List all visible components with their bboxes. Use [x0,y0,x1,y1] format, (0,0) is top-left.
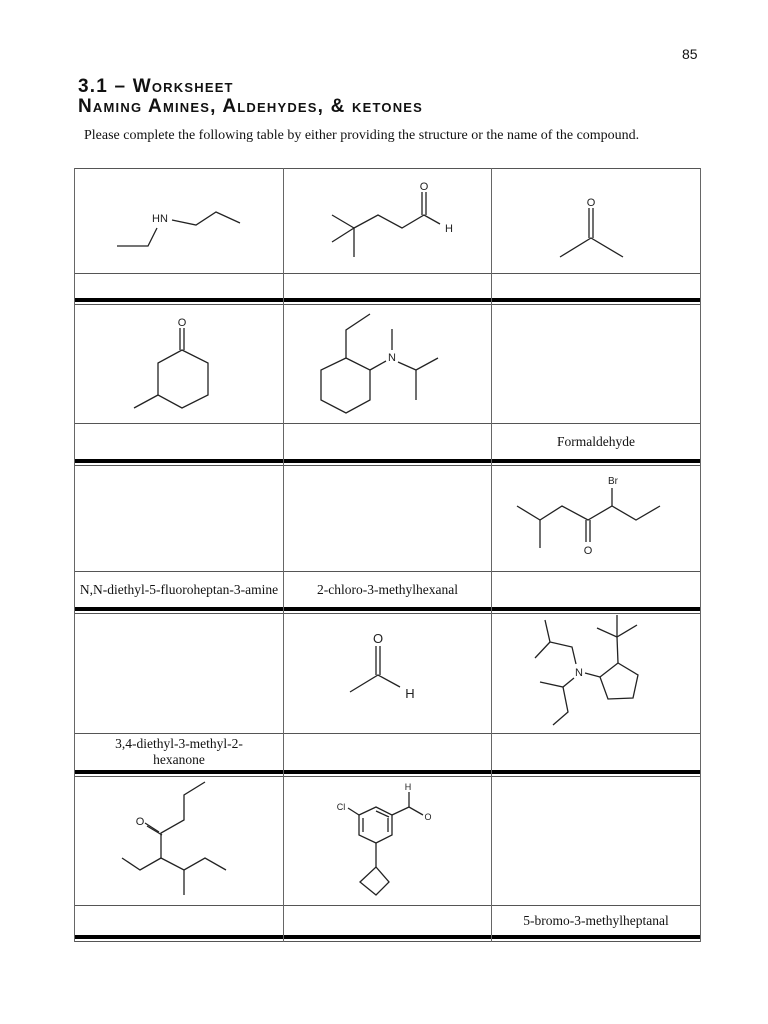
atom-label: H [404,782,412,792]
structure-amine [117,212,240,246]
atom-label: Br [608,476,618,487]
structure-bromoketone [517,476,660,557]
structure-acetaldehyde [350,631,415,701]
atom-label: Cl [336,802,346,812]
structure-benzaldehyde [337,782,432,895]
atom-label: H [445,223,453,235]
name-cell-amine: N,N-diethyl-5-fluoroheptan-3-amine [79,581,279,597]
structure-cyclopentylamine [535,615,638,725]
atom-label: O [419,181,429,193]
name-cell-heptanal: 5-bromo-3-methylheptanal [523,912,669,928]
name-cell-hexanone: 3,4-diethyl-3-methyl-2-hexanone [115,736,243,767]
atom-label: N [575,667,583,679]
worksheet-subtitle: Naming Amines, Aldehydes, & ketones [78,96,424,117]
atom-label: O [177,317,187,329]
atom-label: HN [152,213,168,225]
page-number: 85 [682,46,698,62]
structure-ketone [560,197,623,257]
structure-branched-ketone [122,782,226,895]
structure-aldehyde [332,181,453,257]
atom-label: O [135,816,145,828]
structure-cyclohexylamine [321,314,438,413]
worksheet-title: 3.1 – Worksheet [78,76,234,97]
structure-cyclohexanone [134,317,208,408]
instructions: Please complete the following table by either providing the structure or the name of the compound. [84,128,640,143]
atom-label: O [424,812,432,822]
atom-label: O [586,197,596,209]
atom-label: H [405,686,415,701]
atom-label: O [583,545,593,557]
name-cell-formaldehyde: Formaldehyde [557,433,635,449]
name-cell-hexanal: 2-chloro-3-methylhexanal [317,581,458,597]
atom-label: N [388,352,396,364]
atom-label: O [372,631,384,646]
